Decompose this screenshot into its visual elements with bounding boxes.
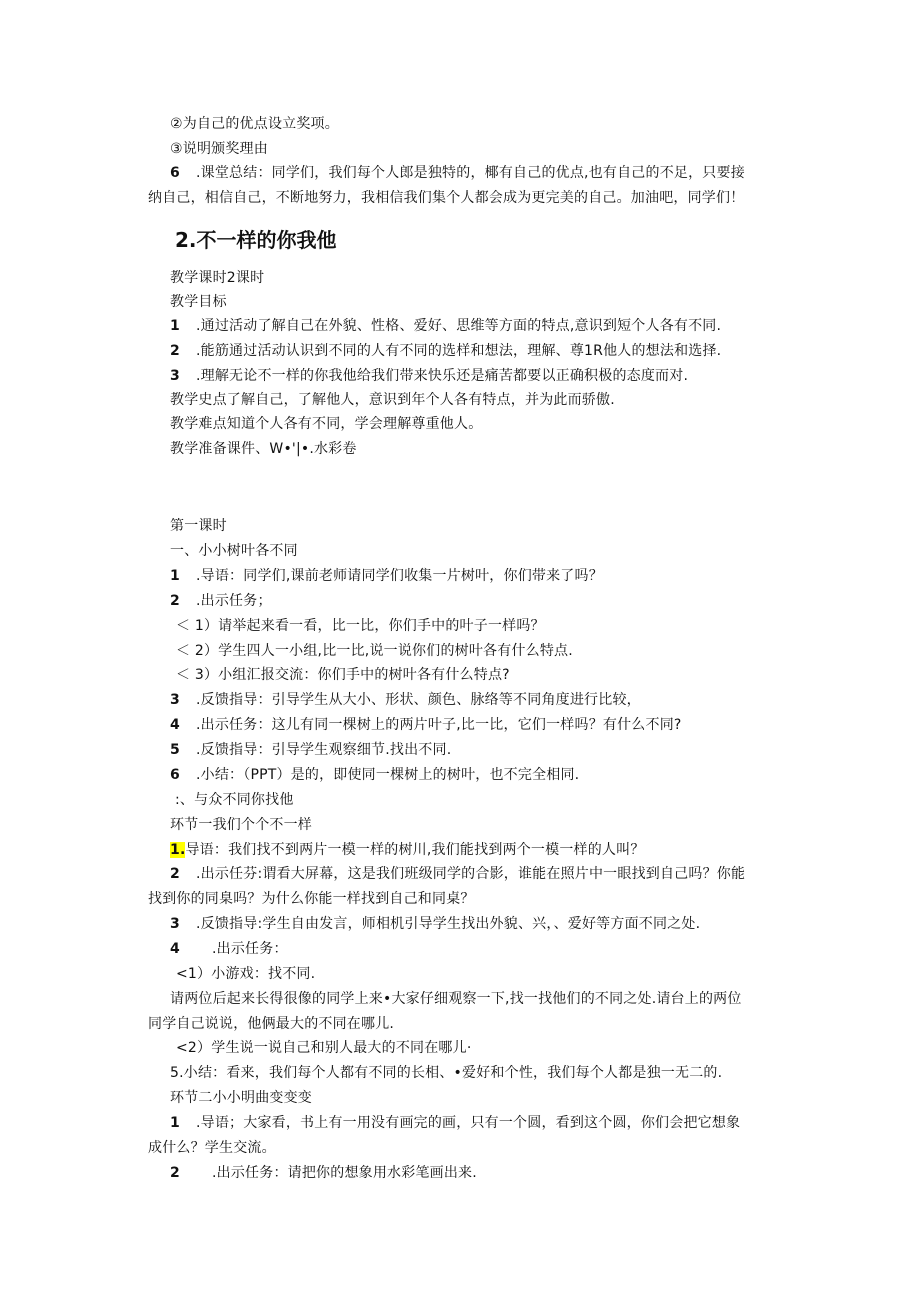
link2-step-1-cont: 成什么？学生交流。 (148, 1140, 276, 1156)
step-text: .小结：（PPT）是的，即使同一棵树上的树叶，也不完全相同. (196, 767, 580, 783)
step-4 (170, 715, 682, 735)
section-2-heading: :、与众不同你找他 (175, 792, 294, 808)
step-text: .出示任务： (212, 941, 288, 957)
item-number: 4 (170, 717, 180, 733)
link-1-heading: 环节一我们个个不一样 (170, 817, 312, 833)
step-text: .反馈指导：引导学生观察细节.找出不同. (196, 742, 452, 758)
game-text-line-2: 同学自己说说，他俩最大的不同在哪儿. (148, 1016, 395, 1032)
item-number: 2 (170, 866, 180, 882)
award-step-3: ③说明颁奖理由 (170, 141, 268, 157)
step-text: .出示任务； (196, 593, 272, 609)
item-number: 1. (170, 842, 186, 858)
goal-3 (170, 366, 688, 386)
link-2-heading: 环节二小小明曲变变变 (170, 1090, 312, 1106)
item-number: 1 (170, 318, 180, 334)
first-lesson-heading: 第一课时 (170, 518, 227, 534)
sub-step-2: ＜ 2）学生四人一小组,比一比,说一说你们的树叶各有什么特点. (176, 643, 573, 659)
item-number: 4 (170, 941, 180, 957)
link1-step-2-cont: 找到你的同臬吗？为什么你能一样找到自己和同桌？ (148, 891, 475, 907)
item-number: 1 (170, 1115, 180, 1131)
link2-step-1 (170, 1113, 740, 1133)
item-number: 2 (170, 593, 180, 609)
step-text: .反馈指导:学生自由发言，师相机引导学生找出外貌、兴，、爱好等方面不同之处. (196, 916, 701, 932)
item-number: 3 (170, 368, 180, 384)
step-text: .导语；大家看，书上有一用没有画完的画，只有一个圆，看到这个圆，你们会把它想象 (196, 1115, 741, 1131)
goals-heading: 教学目标 (170, 294, 227, 310)
summary-paragraph-line-2: 纳自己，相信自己，不断地努力，我相信我们集个人都会成为更完美的自己。加油吧，同学们！ (148, 190, 745, 206)
sub-step-1: ＜ 1）请举起来看一看，比一比，你们手中的叶子一样吗？ (176, 618, 545, 634)
item-number: 6 (170, 767, 180, 783)
key-points: 教学史点了解自己，了解他人，意识到年个人各有特点，并为此而骄傲. (170, 392, 615, 408)
goal-text: .通过活动了解自己在外貌、性格、爱好、思维等方面的特点,意识到短个人各有不同. (196, 318, 722, 334)
item-number: 6 (170, 165, 180, 181)
summary-text: .课堂总结：同学们，我们每个人郎是独特的，椰有自己的优点,也有自己的不足，只要接 (196, 165, 745, 181)
item-number: 2 (170, 343, 180, 359)
award-step-2: ②为自己的优点设立奖项。 (170, 116, 339, 132)
step-text: .反馈指导：引导学生从大小、形状、颜色、脉络等不同角度进行比较， (196, 692, 641, 708)
step-1 (170, 566, 603, 586)
game-text-line-1: 请两位后起来长得很像的同学上来•大家仔细观察一下,找一找他们的不同之处.请台上的两位 (170, 991, 742, 1007)
sub-step-3: ＜ 3）小组汇报交流：你们手中的树叶各有什么特点? (176, 667, 510, 683)
step-5 (170, 740, 451, 760)
link1-summary: 5.小结：看来，我们每个人都有不同的长相、•爱好和个性，我们每个人都是独一无二的. (170, 1065, 723, 1081)
item-number: 3 (170, 692, 180, 708)
section-1-heading: 一、小小树叶各不同 (170, 543, 298, 559)
step-text: .出示任务：请把你的想象用水彩笔画出来. (212, 1165, 477, 1181)
step-3 (170, 690, 641, 710)
preparation: 教学准备课件、W•'|•.水彩卷 (170, 441, 357, 457)
game-step-2: <2）学生说一说自己和别人最大的不同在哪儿· (176, 1040, 472, 1056)
item-number: 3 (170, 916, 180, 932)
difficult-points: 教学难点知道个人各有不同，学会理解尊重他人。 (170, 416, 483, 432)
summary-paragraph-line-1 (170, 163, 745, 183)
link1-step-4 (170, 939, 288, 959)
step-text: 导语：我们找不到两片一模一样的树川,我们能找到两个一模一样的人叫？ (185, 842, 645, 858)
goal-2 (170, 341, 721, 361)
link1-step-1 (170, 840, 645, 860)
lesson-title: 2.不一样的你我他 (175, 228, 337, 252)
link1-step-2 (170, 864, 745, 884)
step-text: .出示任芬:谓看大屏幕，这是我们班级同学的合影，谁能在照片中一眼找到自己吗？你能 (196, 866, 746, 882)
step-text: .导语：同学们,课前老师请同学们收集一片树叶，你们带来了吗？ (196, 568, 603, 584)
link2-step-2 (170, 1163, 477, 1183)
game-step-1: <1）小游戏：找不同. (176, 966, 316, 982)
goal-1 (170, 316, 721, 336)
step-text: .出示任务：这儿有同一棵树上的两片叶子,比一比，它们一样吗？有什么不同? (196, 717, 682, 733)
link1-step-3 (170, 914, 700, 934)
item-number: 1 (170, 568, 180, 584)
teaching-hours: 教学课时2课时 (170, 270, 265, 286)
step-2 (170, 591, 272, 611)
goal-text: .能筋通过活动认识到不同的人有不同的选样和想法，理解、尊1R他人的想法和选择. (196, 343, 722, 359)
item-number: 2 (170, 1165, 180, 1181)
item-number: 5 (170, 742, 180, 758)
goal-text: .理解无论不一样的你我他给我们带来快乐还是痛苦都要以正确积极的态度而对. (196, 368, 689, 384)
step-6 (170, 765, 579, 785)
